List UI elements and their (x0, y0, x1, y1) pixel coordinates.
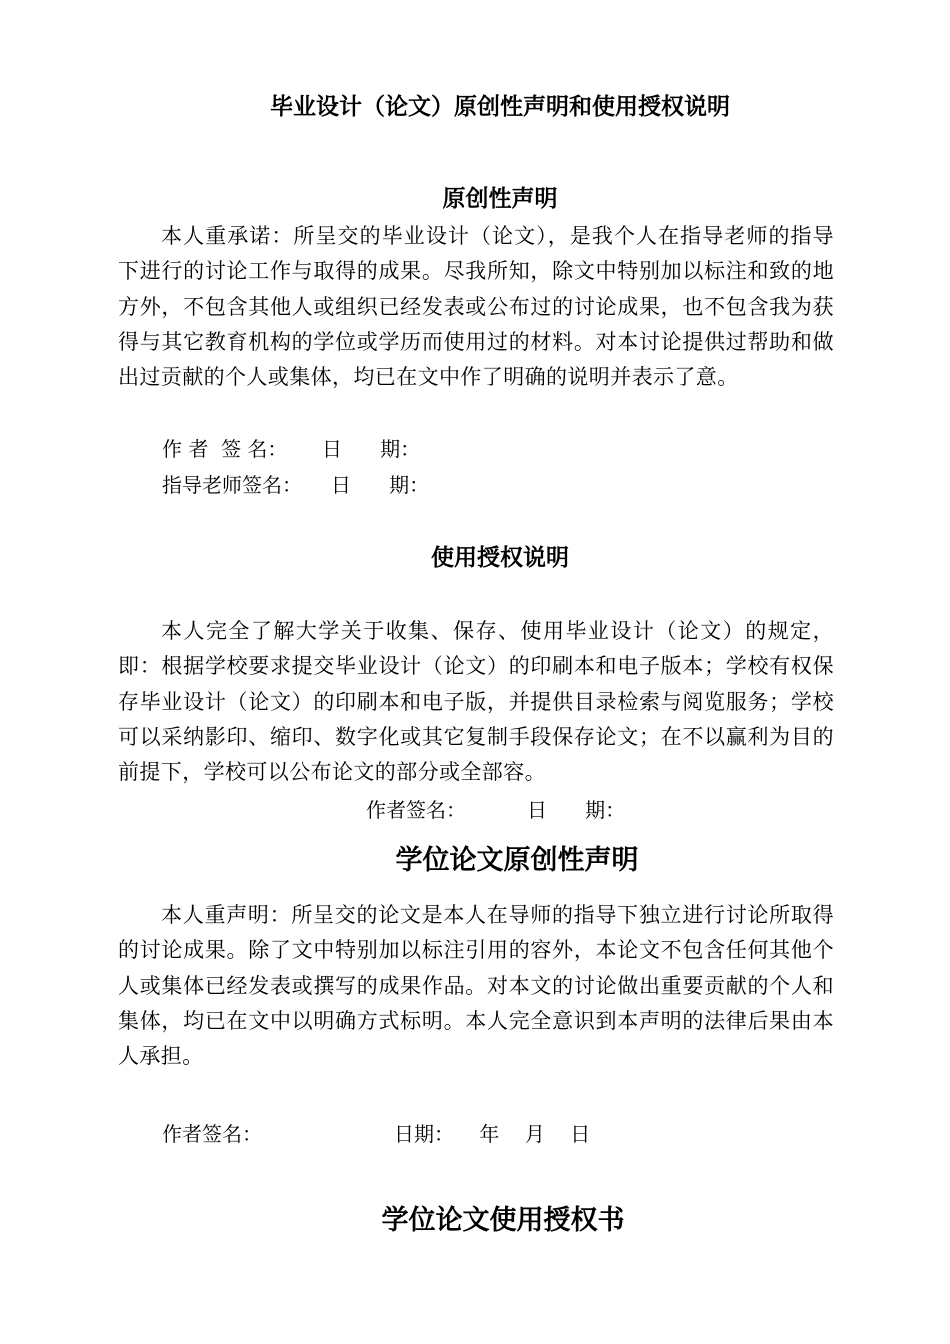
authorization-heading: 使用授权说明 (431, 545, 569, 571)
originality-author-date-label: 日 期： (322, 437, 421, 461)
originality-heading: 原创性声明 (442, 186, 558, 212)
authorization-author-sign-label: 作者签名： (366, 798, 466, 822)
thesis-originality-date-label: 日期： 年 月 日 (394, 1122, 591, 1146)
originality-advisor-date-label: 日 期： (331, 473, 430, 497)
thesis-originality-author-sign-label: 作者签名： (162, 1122, 262, 1146)
authorization-body: 本人完全了解大学关于收集、保存、使用毕业设计（论文）的规定，即：根据学校要求提交毕业设计（论文）的印刷本和电子版本；学校有权保存毕业设计（论文）的印刷本和电子版，并提供目录检索与阅览服务；学校可以采纳影印、缩印、数字化或其它复制手段保存论文；在不以赢利为目的前提下，学校可以公布论文的部分或全部容。 (118, 619, 834, 785)
thesis-authorization-heading: 学位论文使用授权书 (381, 1205, 625, 1236)
originality-body: 本人重承诺：所呈交的毕业设计（论文），是我个人在指导老师的指导下进行的讨论工作与取得的成果。尽我所知，除文中特别加以标注和致的地方外，不包含其他人或组织已经发表或公布过的讨论成果，也不包含我为获得与其它教育机构的学位或学历而使用过的材料。对本讨论提供过帮助和做出过贡献的个人或集体，均已在文中作了明确的说明并表示了意。 (118, 224, 834, 390)
thesis-originality-body: 本人重声明：所呈交的论文是本人在导师的指导下独立进行讨论所取得的讨论成果。除了文中特别加以标注引用的容外，本论文不包含任何其他个人或集体已经发表或撰写的成果作品。对本文的讨论做出重要贡献的个人和集体，均已在文中以明确方式标明。本人完全意识到本声明的法律后果由本人承担。 (118, 903, 834, 1069)
originality-advisor-sign-label: 指导老师签名： (162, 473, 302, 497)
document-main-title: 毕业设计（论文）原创性声明和使用授权说明 (270, 94, 730, 120)
thesis-originality-heading: 学位论文原创性声明 (395, 845, 639, 876)
originality-author-sign-label: 作 者 签 名： (162, 437, 288, 461)
authorization-date-label: 日 期： (527, 798, 626, 822)
